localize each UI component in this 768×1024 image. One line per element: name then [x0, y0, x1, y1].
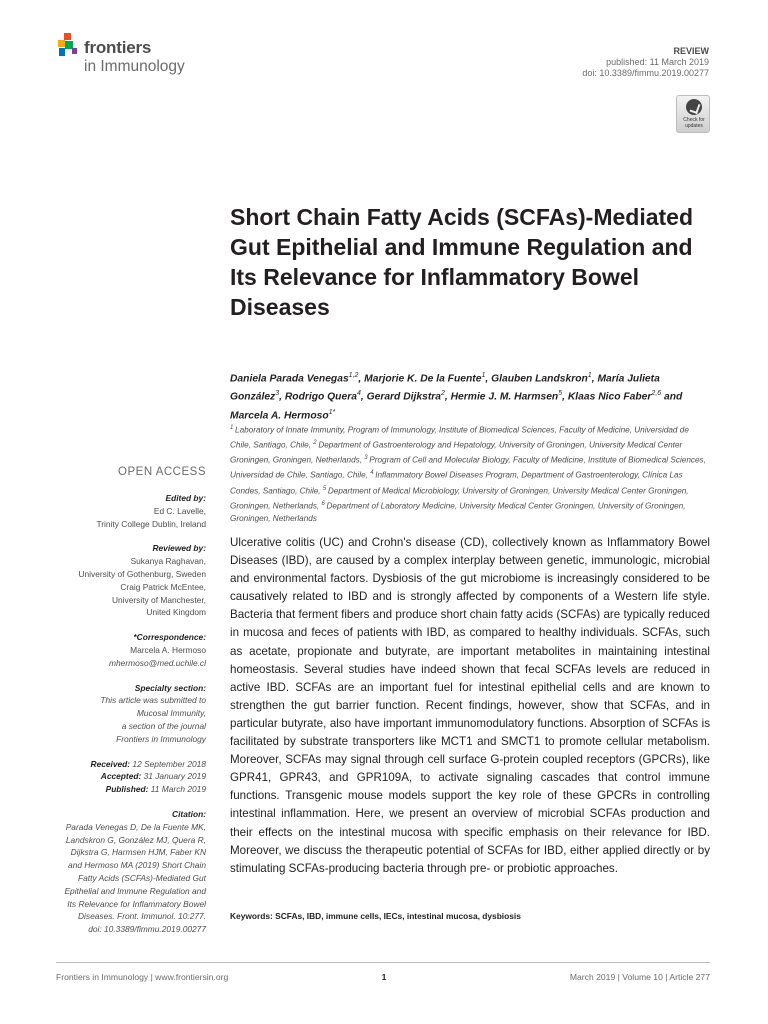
edited-by-section [56, 492, 206, 530]
citation-line: and Hermoso MA (2019) Short Chain [68, 860, 206, 871]
author-separator: and [661, 391, 683, 403]
author-name[interactable]: Klaas Nico Faber [567, 391, 652, 403]
check-for-updates-button[interactable] [676, 95, 710, 133]
citation-line: Epithelial and Immune Regulation and [64, 885, 206, 896]
edited-by-line: Trinity College Dublin, Ireland [96, 518, 206, 529]
edited-by-line: Ed C. Lavelle, [153, 505, 206, 516]
article-sidebar [56, 492, 206, 948]
correspondence-name: Marcela A. Hermoso [130, 644, 206, 655]
author-separator: , [562, 391, 568, 403]
author-affiliation-marker: 5 [558, 390, 563, 398]
specialty-heading: Specialty section: [134, 682, 206, 693]
article-meta [582, 46, 709, 79]
correspondence-heading: *Correspondence: [133, 632, 206, 643]
reviewer-line: United Kingdom [146, 607, 206, 618]
frontiers-logo-icon [57, 33, 81, 61]
author-affiliation-marker: 2,6 [651, 390, 662, 398]
keywords-text: SCFAs, IBD, immune cells, IECs, intestinal mucosa, dysbiosis [275, 911, 521, 921]
check-updates-icon [686, 99, 702, 115]
author-affiliation-marker: 4 [356, 390, 361, 398]
specialty-line: Frontiers in Immunology [116, 733, 206, 744]
author-name[interactable]: Daniela Parada Venegas [230, 373, 349, 385]
article-title: Short Chain Fatty Acids (SCFAs)-Mediated Gut Epithelial and Immune Regulation and Its Relevance for Inflammatory Bowel Diseases [230, 204, 694, 320]
journal-brand: frontiers [84, 38, 152, 57]
author-affiliation-marker: 2 [440, 390, 445, 398]
author-separator: , [358, 373, 365, 385]
open-access-label: OPEN ACCESS [118, 466, 206, 478]
reviewer-line: University of Manchester, [111, 594, 206, 605]
reviewed-by-section [56, 542, 206, 619]
keywords-label: Keywords: [230, 911, 273, 921]
affiliation-text: Department of Laboratory Medicine, University Medical Center Groningen, University of Groningen, Groningen, Netherlands [230, 501, 686, 523]
accepted-date: Accepted: 31 January 2019 [100, 771, 206, 782]
correspondence-section [56, 631, 206, 669]
specialty-section [56, 682, 206, 746]
page-number: 1 [381, 972, 387, 982]
reviewer-line: Sukanya Raghavan, [130, 556, 206, 567]
doi-link[interactable]: doi: 10.3389/fimmu.2019.00277 [582, 68, 709, 78]
published-date-sidebar: Published: 11 March 2019 [105, 784, 206, 795]
dates-section [56, 758, 206, 796]
citation-line: Landskron G, González MJ, Quera R, [65, 834, 206, 845]
affiliation-text: Department of Medical Microbiology, University of Groningen, University Medical Center Groningen, Groningen, Netherlands, [230, 486, 689, 511]
author-name[interactable]: Rodrigo Quera [284, 391, 357, 403]
specialty-line: a section of the journal [121, 720, 206, 731]
citation-line: Diseases. Front. Immunol. 10:277. [77, 911, 206, 922]
author-affiliation-marker: 1* [328, 408, 336, 416]
published-date: published: 11 March 2019 [606, 57, 709, 67]
affiliation-text: Inflammatory Bowel Diseases Program, Department of Gastroenterology, Clínica Las Condes, Santiago, Chile, [230, 471, 683, 496]
affiliation-text: Department of Gastroenterology and Hepatology, University of Groningen, University Medical Center Groningen, Groningen, Netherlands, [230, 440, 683, 466]
affiliation-number: 5 [322, 485, 328, 492]
citation-line: Dijkstra G, Harmsen HJM, Faber KN [70, 847, 206, 858]
affiliation-list [230, 422, 710, 525]
author-affiliation-marker: 3 [275, 390, 280, 398]
citation-doi-link[interactable]: doi: 10.3389/fimmu.2019.00277 [88, 924, 206, 935]
author-name[interactable]: Gerard Dijkstra [366, 391, 441, 403]
reviewed-by-heading: Reviewed by: [152, 543, 206, 554]
author-list [230, 368, 710, 423]
footer-journal-link[interactable]: Frontiers in Immunology | www.frontiersin.org [56, 972, 229, 982]
affiliation-number: 1 [230, 425, 236, 431]
correspondence-email-link[interactable]: mhermoso@med.uchile.cl [109, 657, 206, 668]
affiliation-number: 6 [321, 500, 327, 507]
author-affiliation-marker: 1 [481, 372, 486, 379]
author-separator: , [279, 391, 285, 403]
specialty-line: This article was submitted to [100, 695, 206, 706]
journal-name: in Immunology [84, 58, 185, 75]
author-separator: , [444, 391, 451, 403]
keywords [230, 911, 710, 921]
reviewer-line: Craig Patrick McEntee, [120, 581, 206, 592]
footer-divider [56, 962, 710, 963]
citation-line: Its Relevance for Inflammatory Bowel [67, 898, 206, 909]
abstract-text: Ulcerative colitis (UC) and Crohn's disease (CD), collectively known as Inflammatory Bowel Diseases (IBD), are caused by a complex interplay between genetic, immunologic, microbial and environmental factors. Dysbiosis of the gut microbiome is increasingly considered to be causatively related to IBD and is strongly affected by components of a Western life style. Bacteria that ferment fibers and produce short chain fatty acids (SCFAs) are typically reduced in mucosa and feces of patients with IBD, as compared to healthy individuals. SCFAs, such as acetate, propionate and butyrate, are important metabolites in maintaining intestinal homeostasis. Several studies have indeed shown that fecal SCFAs levels are reduced in active IBD. SCFAs are an important fuel for intestinal epithelial cells and are known to strengthen the gut barrier function. Recent findings, however, show that SCFAs, and in particular butyrate, also have important immunomodulatory functions. Absorption of SCFAs is facilitated by substrate transporters like MCT1 and SMCT1 to promote cellular metabolism. Moreover, SCFAs may signal through cell surface G-protein coupled receptors (GPCRs), like GPR41, GPR43, and GPR109A, to activate signaling cascades that control immune functions. Transgenic mouse models support the key role of these GPCRs in controlling intestinal inflammation. Here, we present an overview of microbial SCFAs production and their effects on the intestinal mucosa with specific emphasis on their relevance for IBD. Moreover, we discuss the therapeutic potential of SCFAs for IBD, either applied directly or by stimulating SCFAs-producing bacteria through pre- or probiotic approaches. [230, 536, 710, 875]
affiliation-number: 4 [370, 470, 376, 477]
author-name[interactable]: Marcela A. Hermoso [230, 410, 329, 422]
citation-section [56, 808, 206, 936]
author-name[interactable]: Glauben Landskron [491, 373, 588, 385]
author-name[interactable]: Hermie J. M. Harmsen [450, 391, 559, 403]
author-affiliation-marker: 1 [587, 372, 592, 379]
author-name[interactable]: Marjorie K. De la Fuente [364, 373, 482, 385]
author-affiliation-marker: 1,2 [348, 372, 359, 379]
received-date: Received: 12 September 2018 [90, 758, 206, 769]
author-separator: , [360, 391, 367, 403]
affiliation-number: 3 [364, 455, 370, 462]
author-name[interactable]: María Julieta González [230, 373, 660, 403]
affiliation-number: 2 [313, 440, 319, 447]
edited-by-heading: Edited by: [165, 493, 206, 503]
citation-line: Fatty Acids (SCFAs)-Mediated Gut [78, 872, 206, 883]
footer-issue-info: March 2019 | Volume 10 | Article 277 [569, 972, 710, 982]
affiliation-text: Program of Cell and Molecular Biology, Faculty of Medicine, Institute of Biomedical Sciences, Universidad de Chile, Santiago, Chile, [230, 456, 706, 481]
citation-heading: Citation: [172, 808, 206, 819]
affiliation-text: Laboratory of Innate Immunity, Program of Immunology, Institute of Biomedical Sciences, Faculty of Medicine, Universidad de Chile, Santiago, Chile, [230, 425, 689, 450]
specialty-line: Mucosal Immunity, [136, 708, 206, 719]
author-separator: , [485, 373, 492, 385]
article-type: REVIEW [673, 46, 709, 56]
reviewer-line: University of Gothenburg, Sweden [78, 568, 206, 579]
check-updates-label: Check for updates [683, 117, 705, 129]
citation-line: Parada Venegas D, De la Fuente MK, [65, 821, 206, 832]
author-separator: , [591, 373, 598, 385]
